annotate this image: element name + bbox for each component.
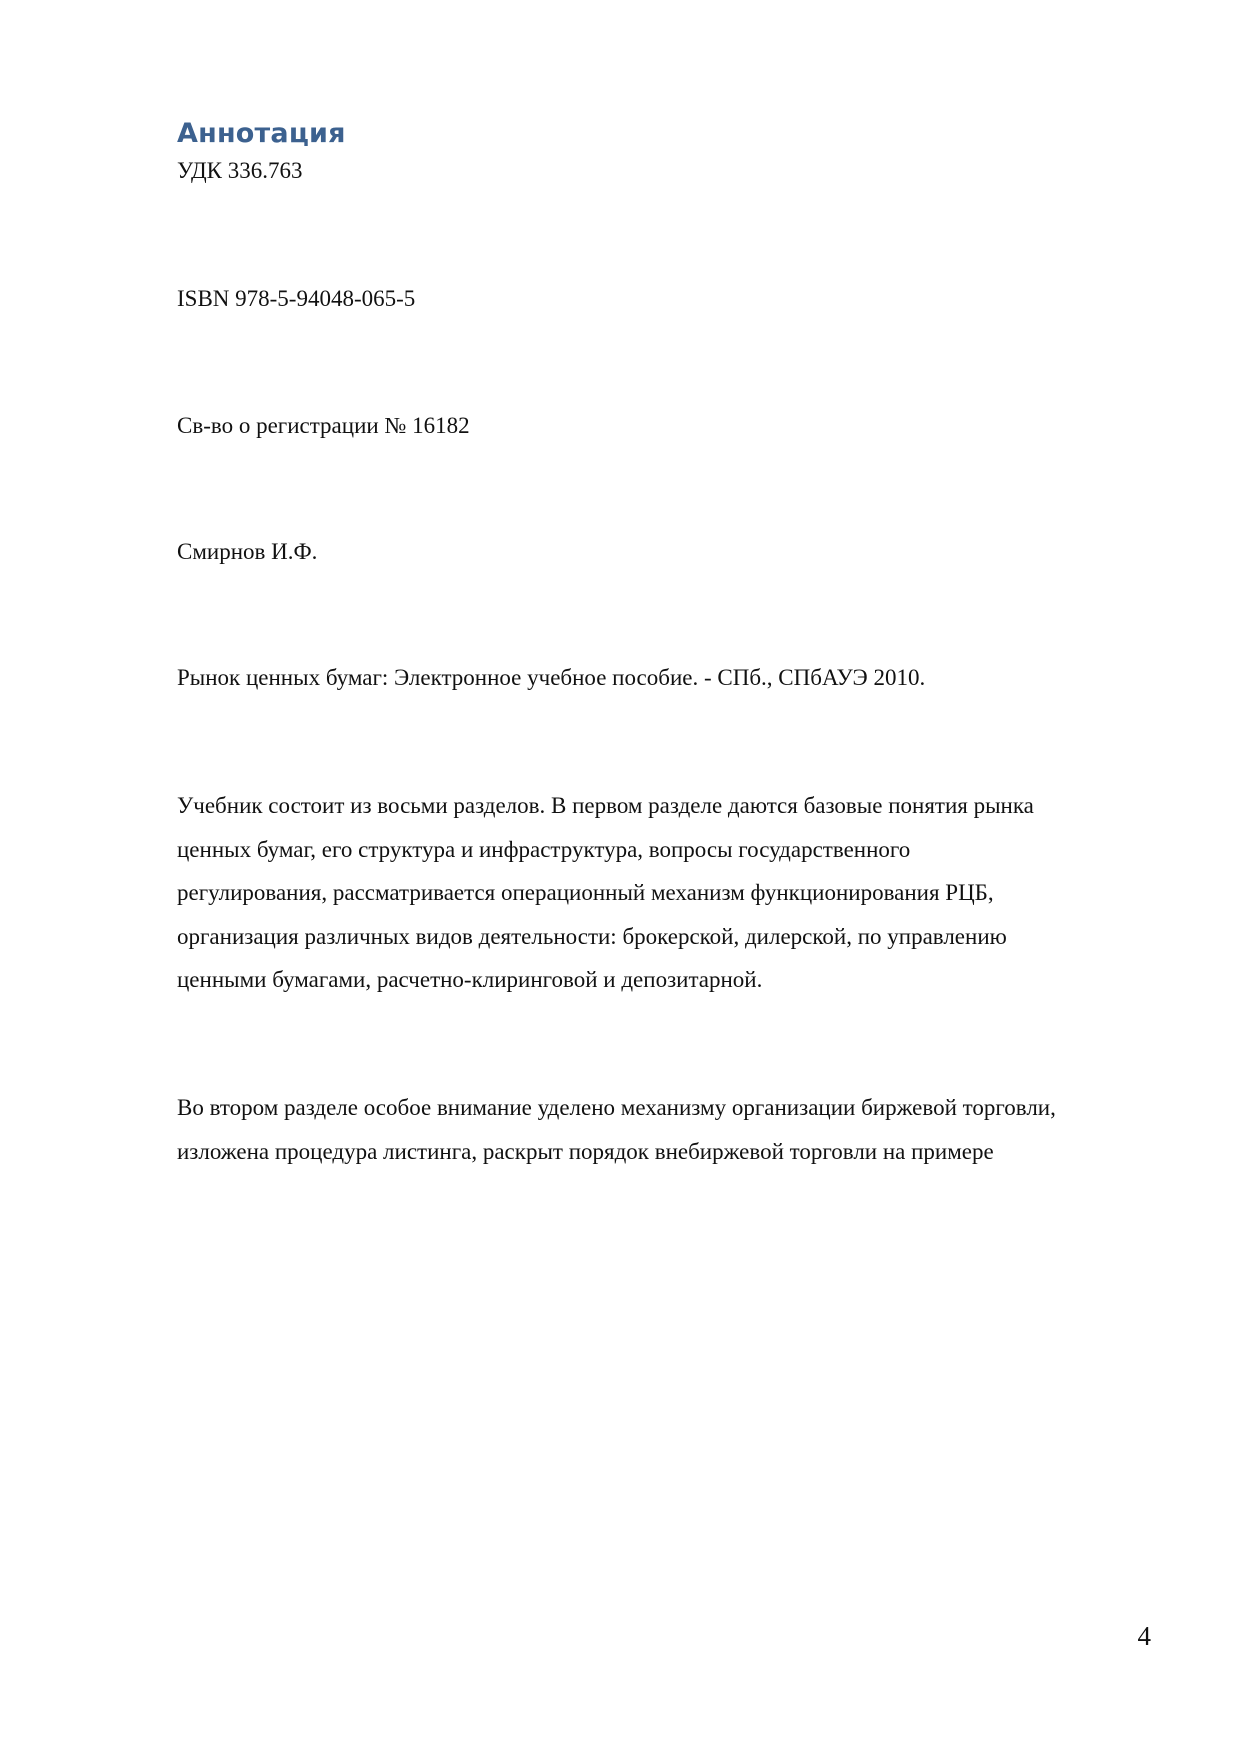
page-number: 4: [1137, 1621, 1151, 1651]
annotation-heading: Аннотация: [177, 118, 346, 149]
registration-certificate: Св-во о регистрации № 16182: [177, 413, 470, 438]
paragraph-line: Во втором разделе особое внимание уделено механизму организации биржевой торговли,: [177, 1095, 1056, 1120]
bibliographic-citation: Рынок ценных бумаг: Электронное учебное пособие. - СПб., СПбАУЭ 2010.: [177, 665, 926, 690]
paragraph-line: изложена процедура листинга, раскрыт порядок внебиржевой торговли на примере: [177, 1138, 994, 1164]
paragraph-second-section: [177, 1086, 1157, 1173]
author-name: Смирнов И.Ф.: [177, 539, 318, 564]
paragraph-line: ценных бумаг, его структура и инфраструктура, вопросы государственного: [177, 836, 911, 862]
paragraph-line: ценными бумагами, расчетно-клиринговой и депозитарной.: [177, 967, 763, 992]
isbn: ISBN 978-5-94048-065-5: [177, 286, 416, 311]
paragraph-sections-overview: [177, 784, 1157, 1002]
udk-code: УДК 336.763: [177, 158, 303, 183]
paragraph-line: регулирования, рассматривается операционный механизм функционирования РЦБ,: [177, 880, 994, 905]
paragraph-line: Учебник состоит из восьми разделов. В первом разделе даются базовые понятия рынка: [177, 793, 1034, 818]
paragraph-line: организация различных видов деятельности: брокерской, дилерской, по управлению: [177, 923, 1007, 949]
